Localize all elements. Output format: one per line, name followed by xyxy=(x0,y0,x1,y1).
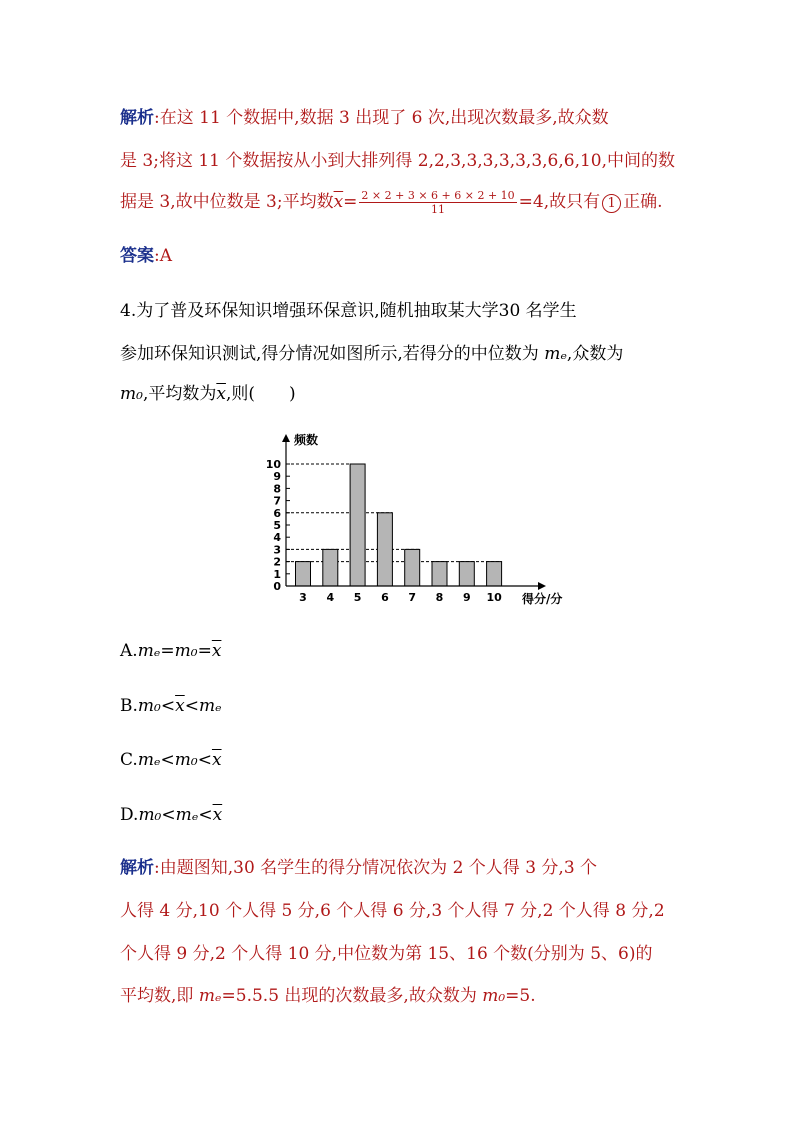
bar-3 xyxy=(296,562,311,586)
question4-line1: 4.为了普及环保知识增强环保意识,随机抽取某大学30 名学生 xyxy=(120,301,577,321)
option-a xyxy=(120,640,221,662)
mode-symbol: m₀ xyxy=(120,384,143,404)
solution1-text-1: :在这 11 个数据中,数据 3 出现了 6 次,出现次数最多,故众数 xyxy=(154,108,609,128)
stat-symbol: m₀ xyxy=(174,641,198,661)
relation-sign: < xyxy=(197,750,212,770)
stat-symbol: m₀ xyxy=(138,805,162,825)
x-tick-label: 4 xyxy=(326,591,335,604)
option-letter: A. xyxy=(120,641,138,661)
y-tick-label: 6 xyxy=(273,506,281,520)
solution1-line2: 是 3;将这 11 个数据按从小到大排列得 2,2,3,3,3,3,3,3,6,6,10,中间的数 xyxy=(120,151,676,171)
question4-line2 xyxy=(120,343,623,365)
question4-text-3b: ,则( ) xyxy=(225,384,296,404)
y-tick-label: 0 xyxy=(273,580,281,593)
solution2-text-4a: 平均数,即 xyxy=(120,986,199,1006)
mean-symbol: $\overline{x}$ xyxy=(211,750,222,770)
question4-line3 xyxy=(120,383,296,405)
y-tick-label: 5 xyxy=(273,519,281,532)
solution1-line3 xyxy=(120,189,663,216)
x-axis-title: 得分/分 xyxy=(522,592,563,606)
mean-symbol: $\overline{x}$ xyxy=(216,384,226,404)
option-letter: C. xyxy=(120,750,138,770)
bar-6 xyxy=(377,513,392,586)
relation-sign: = xyxy=(160,641,175,661)
stat-symbol: mₑ xyxy=(137,750,161,770)
fraction-numerator: 2 × 2 + 3 × 6 + 6 × 2 + 10 xyxy=(361,189,515,202)
x-tick-label: 8 xyxy=(435,591,444,604)
x-tick-label: 6 xyxy=(381,591,389,604)
solution2-line2: 人得 4 分,10 个人得 5 分,6 个人得 6 分,3 个人得 7 分,2 个人得 8 分,2 xyxy=(120,901,665,921)
mean-symbol: $\overline{x}$ xyxy=(212,805,223,825)
y-tick-label: 7 xyxy=(273,494,281,508)
mean-symbol: $\overline{x}$ xyxy=(211,641,222,661)
bar-4 xyxy=(323,549,338,586)
option-letter: B. xyxy=(120,696,138,716)
y-tick-label: 9 xyxy=(273,470,281,484)
y-tick-label: 2 xyxy=(273,555,281,569)
x-tick-label: 9 xyxy=(462,591,471,604)
solution1-text-3b: =4,故只有 xyxy=(518,192,601,212)
y-axis-title: 频数 xyxy=(294,433,319,447)
y-tick-label: 3 xyxy=(273,543,281,557)
option-letter: D. xyxy=(120,805,139,825)
question4-text-2b: ,众数为 xyxy=(566,344,624,364)
answer-value: :A xyxy=(154,246,173,266)
y-tick-label: 1 xyxy=(273,567,281,581)
y-tick-label: 8 xyxy=(273,482,281,496)
solution2-line1 xyxy=(120,857,597,879)
relation-sign: < xyxy=(198,805,213,825)
bar-7 xyxy=(405,549,420,586)
solution2-text-4b: =5.5.5 出现的次数最多,故众数为 xyxy=(221,986,483,1006)
solution1-text-3c: 正确. xyxy=(623,192,663,212)
y-tick-label: 10 xyxy=(265,458,281,471)
solution1-text-3a: 据是 3,故中位数是 3;平均数 xyxy=(120,192,334,212)
bar-10 xyxy=(487,562,502,586)
relation-sign: < xyxy=(160,696,176,716)
bar-9 xyxy=(459,562,474,586)
relation-sign: = xyxy=(197,641,212,661)
mode-symbol: m₀ xyxy=(482,986,506,1006)
solution2-line3: 个人得 9 分,2 个人得 10 分,中位数为第 15、16 个数(分别为 5、6)的 xyxy=(120,944,653,964)
x-tick-label: 7 xyxy=(408,591,417,604)
x-tick-label: 5 xyxy=(353,591,362,604)
bar-8 xyxy=(432,562,447,586)
solution2-text-4c: =5. xyxy=(505,986,536,1006)
bar-5 xyxy=(350,464,365,586)
answer1 xyxy=(120,245,172,267)
y-tick-label: 4 xyxy=(273,531,281,545)
solution1-line1 xyxy=(120,107,609,129)
solution-label: 解析 xyxy=(120,858,154,878)
stat-symbol: m₀ xyxy=(174,750,198,770)
circled-number: 1 xyxy=(602,194,621,213)
y-axis-arrow xyxy=(282,434,290,442)
stat-symbol: mₑ xyxy=(198,696,222,716)
stat-symbol: mₑ xyxy=(137,641,161,661)
stat-symbol: m₀ xyxy=(137,696,161,716)
mean-symbol: $\overline{x}$ xyxy=(175,696,185,716)
mean-symbol: $\overline{x}$ xyxy=(333,192,344,212)
equals-sign: = xyxy=(343,192,358,212)
median-symbol: mₑ xyxy=(544,344,567,364)
x-axis-arrow xyxy=(538,582,546,590)
mean-fraction xyxy=(359,189,516,216)
stat-symbol: mₑ xyxy=(175,805,199,825)
solution2-line4 xyxy=(120,985,536,1007)
frequency-bar-chart xyxy=(250,428,580,613)
x-tick-label: 3 xyxy=(299,591,307,604)
x-tick-label: 10 xyxy=(486,591,502,604)
solution2-text-1: :由题图知,30 名学生的得分情况依次为 2 个人得 3 分,3 个 xyxy=(154,858,598,878)
relation-sign: < xyxy=(184,696,199,716)
fraction-denominator: 11 xyxy=(431,203,446,216)
option-d xyxy=(120,804,222,826)
question4-text-2a: 参加环保知识测试,得分情况如图所示,若得分的中位数为 xyxy=(120,344,545,364)
relation-sign: < xyxy=(161,805,176,825)
option-b xyxy=(120,695,222,717)
solution-label: 解析 xyxy=(120,108,154,128)
median-symbol: mₑ xyxy=(198,986,222,1006)
relation-sign: < xyxy=(160,750,175,770)
question4-text-3a: ,平均数为 xyxy=(142,384,217,404)
answer-label: 答案 xyxy=(120,246,154,266)
option-c xyxy=(120,749,222,771)
